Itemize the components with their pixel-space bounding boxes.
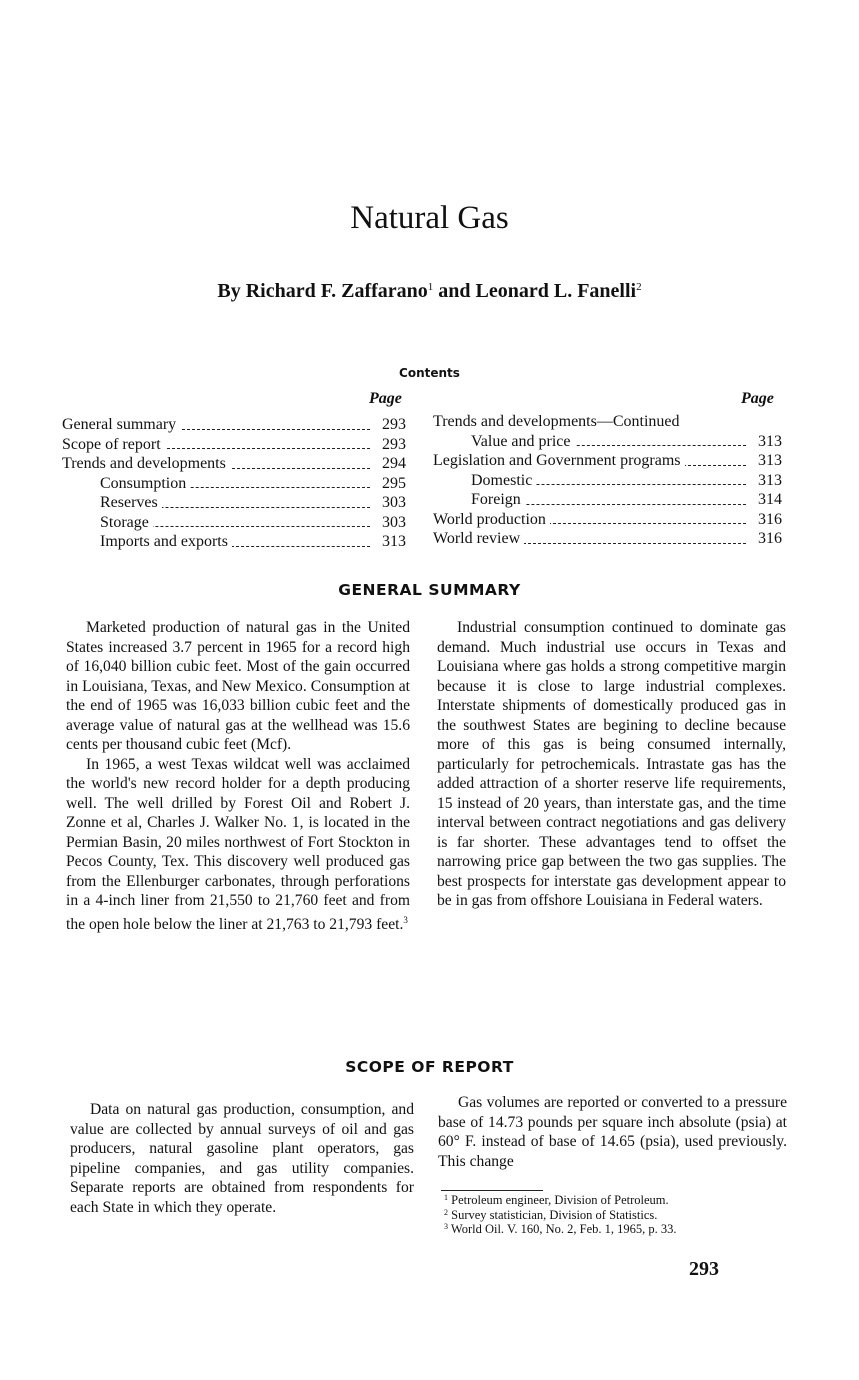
author-2: Leonard L. Fanelli bbox=[475, 280, 637, 302]
contents-page-label-left: Page bbox=[369, 390, 402, 407]
toc-entry bbox=[433, 471, 782, 491]
toc-label: Value and price bbox=[471, 433, 575, 450]
general-summary-heading: GENERAL SUMMARY bbox=[338, 581, 521, 599]
paragraph-text: In 1965, a west Texas wildcat well was acclaimed the world's new record holder for a depth producing well. The well drilled by Forest Oil and Robert J. Zonne et al, Charles J. Walker No. 1, is located in the Permian Basin, 20 miles northwest of Fort Stockton in Pecos County, Tex. This discovery well produced gas from the Ellenburger carbonates, through perforations in a 4-inch liner from 21,550 to 21,760 feet and from the open hole below the liner at 21,763 to 21,793 feet. bbox=[66, 755, 410, 933]
scope-right-column bbox=[438, 1093, 787, 1171]
toc-entry bbox=[62, 435, 406, 455]
scope-of-report-heading: SCOPE OF REPORT bbox=[345, 1058, 514, 1076]
toc-page: 303 bbox=[378, 513, 406, 533]
author-2-note: 2 bbox=[636, 281, 642, 293]
footnote bbox=[444, 1221, 794, 1236]
toc-entry bbox=[62, 513, 406, 533]
toc-entry bbox=[62, 415, 406, 435]
contents-right-column bbox=[433, 412, 782, 549]
toc-entry bbox=[62, 474, 406, 494]
general-summary-left-column bbox=[66, 618, 410, 934]
paragraph bbox=[66, 755, 410, 935]
toc-label: Reserves bbox=[100, 494, 162, 511]
general-summary-right-column bbox=[437, 618, 786, 911]
byline bbox=[0, 280, 859, 303]
toc-entry bbox=[433, 490, 782, 510]
toc-page: 313 bbox=[754, 471, 782, 491]
toc-page: 316 bbox=[754, 529, 782, 549]
toc-page: 314 bbox=[754, 490, 782, 510]
toc-label: Foreign bbox=[471, 491, 525, 508]
toc-label: World production bbox=[433, 511, 550, 528]
footnote-number: 1 bbox=[444, 1193, 448, 1202]
toc-entry bbox=[433, 451, 782, 471]
contents-page-label-right: Page bbox=[741, 390, 774, 407]
footnote-rule bbox=[441, 1190, 543, 1191]
toc-entry bbox=[433, 529, 782, 549]
byline-conjunction: and bbox=[438, 280, 471, 302]
toc-entry bbox=[433, 432, 782, 452]
footnote-ref: 3 bbox=[403, 914, 408, 925]
toc-page: 313 bbox=[754, 451, 782, 471]
footnote bbox=[444, 1207, 794, 1222]
footnote-text: Survey statistician, Division of Statistics. bbox=[451, 1207, 658, 1222]
footnote-text: Petroleum engineer, Division of Petroleum. bbox=[451, 1193, 669, 1207]
footnote-number: 2 bbox=[444, 1207, 448, 1217]
toc-entry bbox=[433, 510, 782, 530]
toc-page: 316 bbox=[754, 510, 782, 530]
footnotes bbox=[444, 1192, 794, 1236]
author-1: Richard F. Zaffarano bbox=[245, 280, 428, 302]
toc-label: World review bbox=[433, 530, 524, 547]
toc-label: Trends and developments bbox=[62, 455, 230, 472]
toc-label: Storage bbox=[100, 514, 153, 531]
toc-label: Consumption bbox=[100, 475, 190, 492]
toc-entry bbox=[62, 532, 406, 552]
toc-page: 293 bbox=[378, 435, 406, 455]
author-1-note: 1 bbox=[427, 281, 434, 293]
toc-label: Domestic bbox=[471, 472, 536, 489]
page-number: 293 bbox=[689, 1258, 719, 1280]
toc-label: Scope of report bbox=[62, 436, 165, 453]
paragraph: Industrial consumption continued to dominate gas demand. Much industrial use occurs in Texas and Louisiana where gas holds a strong competitive margin because it is close to large industrial complexes. Interstate shipments of domestically produced gas in the southwest States are begining to decline because more of this gas is being consumed internally, particularly for petrochemicals. Intrastate gas has the added attraction of a shorter reserve life requirements, 15 instead of 20 years, than interstate gas, and the time interval between contract negotiations and gas delivery is far shorter. These advantages tend to offset the narrowing price gap between the two gas supplies. The best prospects for interstate gas development appear to be in gas from offshore Louisiana in Federal waters. bbox=[437, 619, 786, 909]
toc-label: Imports and exports bbox=[100, 533, 232, 550]
toc-page: 293 bbox=[378, 415, 406, 435]
toc-entry bbox=[62, 454, 406, 474]
toc-entry bbox=[433, 412, 782, 432]
contents-left-column bbox=[62, 415, 406, 552]
paragraph: Data on natural gas production, consumption, and value are collected by annual surveys of oil and gas producers, natural gasoline plant operators, gas pipeline companies, and gas utility companies. Separate reports are obtained from respondents for each State in which they operate. bbox=[70, 1101, 414, 1216]
toc-label: Legislation and Government programs bbox=[433, 452, 685, 469]
byline-prefix: By bbox=[217, 280, 241, 302]
scope-left-column bbox=[70, 1100, 414, 1217]
toc-page: 313 bbox=[378, 532, 406, 552]
toc-label: Trends and developments—Continued bbox=[433, 413, 684, 430]
toc-page: 303 bbox=[378, 493, 406, 513]
footnote bbox=[444, 1192, 794, 1207]
toc-page: 313 bbox=[754, 432, 782, 452]
paragraph: Marketed production of natural gas in the United States increased 3.7 percent in 1965 for a record high of 16,040 billion cubic feet. Most of the gain occurred in Louisiana, Texas, and New Mexico. Consumption at the end of 1965 was 16,033 billion cubic feet and the average value of natural gas at the wellhead was 15.6 cents per thousand cubic feet (Mcf). bbox=[66, 619, 410, 753]
footnote-text: World Oil. V. 160, No. 2, Feb. 1, 1965, p. 33. bbox=[450, 1222, 677, 1236]
toc-entry bbox=[62, 493, 406, 513]
paragraph: Gas volumes are reported or converted to a pressure base of 14.73 pounds per square inch absolute (psia) at 60° F. instead of base of 14.65 (psia), used previously. This change bbox=[438, 1094, 787, 1170]
page-title: Natural Gas bbox=[350, 200, 509, 236]
footnote-number: 3 bbox=[444, 1222, 448, 1231]
toc-page: 295 bbox=[378, 474, 406, 494]
contents-heading: Contents bbox=[399, 366, 460, 380]
toc-label: General summary bbox=[62, 416, 180, 433]
toc-page: 294 bbox=[378, 454, 406, 474]
